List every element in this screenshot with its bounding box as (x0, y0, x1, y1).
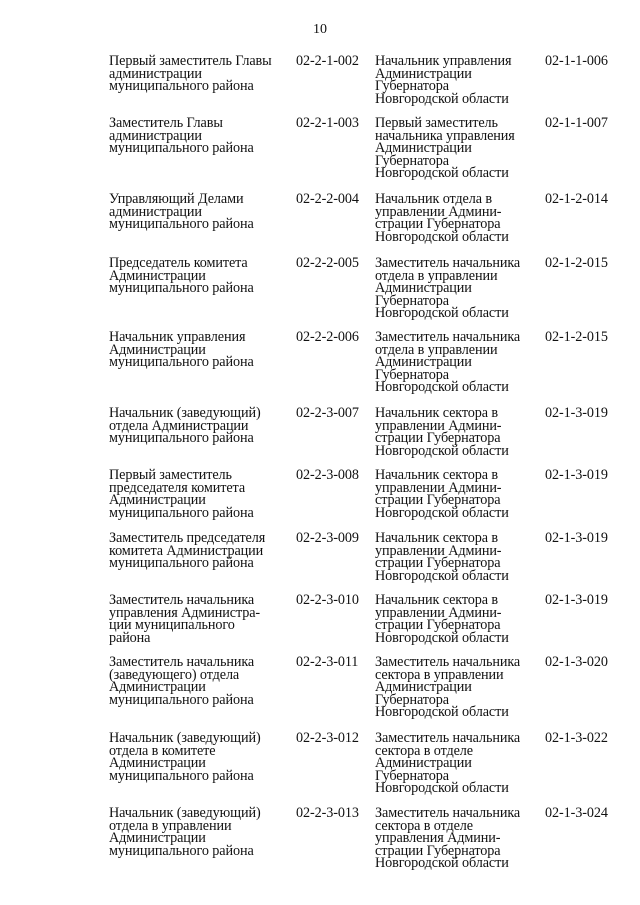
regional-position: Начальник управления Администрации Губернатора Новгородской области (375, 53, 512, 107)
municipal-position: Заместитель Главы администрации муниципального района (109, 115, 254, 156)
regional-position: Первый заместитель начальника управления Администрации Губернатора Новгородской области (375, 115, 515, 181)
regional-position: Начальник сектора в управлении Админи- страции Губернатора Новгородской области (375, 592, 509, 646)
municipal-position: Начальник (заведующий) отдела Администрации муниципального района (109, 405, 261, 446)
regional-position-code: 02-1-2-014 (545, 191, 608, 207)
regional-position: Заместитель начальника отдела в управлении Администрации Губернатора Новгородской области (375, 329, 521, 395)
municipal-position: Начальник управления Администрации муниципального района (109, 329, 254, 370)
regional-position-code: 02-1-3-022 (545, 730, 608, 746)
regional-position-code: 02-1-2-015 (545, 329, 608, 345)
regional-position-code: 02-1-3-020 (545, 654, 608, 670)
regional-position: Начальник отдела в управлении Админи- страции Губернатора Новгородской области (375, 191, 509, 245)
municipal-position-code: 02-2-3-007 (296, 405, 359, 421)
municipal-position-code: 02-2-1-003 (296, 115, 359, 131)
municipal-position: Первый заместитель председателя комитета Администрации муниципального района (109, 467, 254, 521)
regional-position: Заместитель начальника сектора в управлении Администрации Губернатора Новгородской области (375, 654, 521, 720)
regional-position-code: 02-1-3-019 (545, 592, 608, 608)
municipal-position-code: 02-2-2-006 (296, 329, 359, 345)
municipal-position-code: 02-2-3-011 (296, 654, 359, 670)
regional-position: Начальник сектора в управлении Админи- страции Губернатора Новгородской области (375, 405, 509, 459)
municipal-position: Заместитель начальника (заведующего) отдела Администрации муниципального района (109, 654, 255, 708)
municipal-position-code: 02-2-3-010 (296, 592, 359, 608)
regional-position: Начальник сектора в управлении Админи- страции Губернатора Новгородской области (375, 530, 509, 584)
regional-position-code: 02-1-1-006 (545, 53, 608, 69)
municipal-position: Управляющий Делами администрации муниципального района (109, 191, 254, 232)
regional-position-code: 02-1-2-015 (545, 255, 608, 271)
municipal-position-code: 02-2-1-002 (296, 53, 359, 69)
regional-position-code: 02-1-3-019 (545, 530, 608, 546)
regional-position-code: 02-1-1-007 (545, 115, 608, 131)
regional-position: Заместитель начальника отдела в управлении Администрации Губернатора Новгородской области (375, 255, 521, 321)
municipal-position-code: 02-2-2-004 (296, 191, 359, 207)
municipal-position: Заместитель председателя комитета Администрации муниципального района (109, 530, 266, 571)
municipal-position: Председатель комитета Администрации муниципального района (109, 255, 254, 296)
regional-position-code: 02-1-3-019 (545, 405, 608, 421)
regional-position: Начальник сектора в управлении Админи- страции Губернатора Новгородской области (375, 467, 509, 521)
municipal-position: Начальник (заведующий) отдела в комитете Администрации муниципального района (109, 730, 261, 784)
municipal-position-code: 02-2-3-013 (296, 805, 359, 821)
municipal-position-code: 02-2-2-005 (296, 255, 359, 271)
municipal-position: Начальник (заведующий) отдела в управлении Администрации муниципального района (109, 805, 261, 859)
page-number: 10 (313, 22, 327, 37)
municipal-position: Заместитель начальника управления Администра- ции муниципального района (109, 592, 261, 646)
regional-position: Заместитель начальника сектора в отделе управления Админи- страции Губернатора Новгородской области (375, 805, 521, 871)
municipal-position-code: 02-2-3-008 (296, 467, 359, 483)
municipal-position-code: 02-2-3-009 (296, 530, 359, 546)
regional-position-code: 02-1-3-024 (545, 805, 608, 821)
regional-position-code: 02-1-3-019 (545, 467, 608, 483)
municipal-position: Первый заместитель Главы администрации муниципального района (109, 53, 272, 94)
regional-position: Заместитель начальника сектора в отделе Администрации Губернатора Новгородской области (375, 730, 521, 796)
municipal-position-code: 02-2-3-012 (296, 730, 359, 746)
